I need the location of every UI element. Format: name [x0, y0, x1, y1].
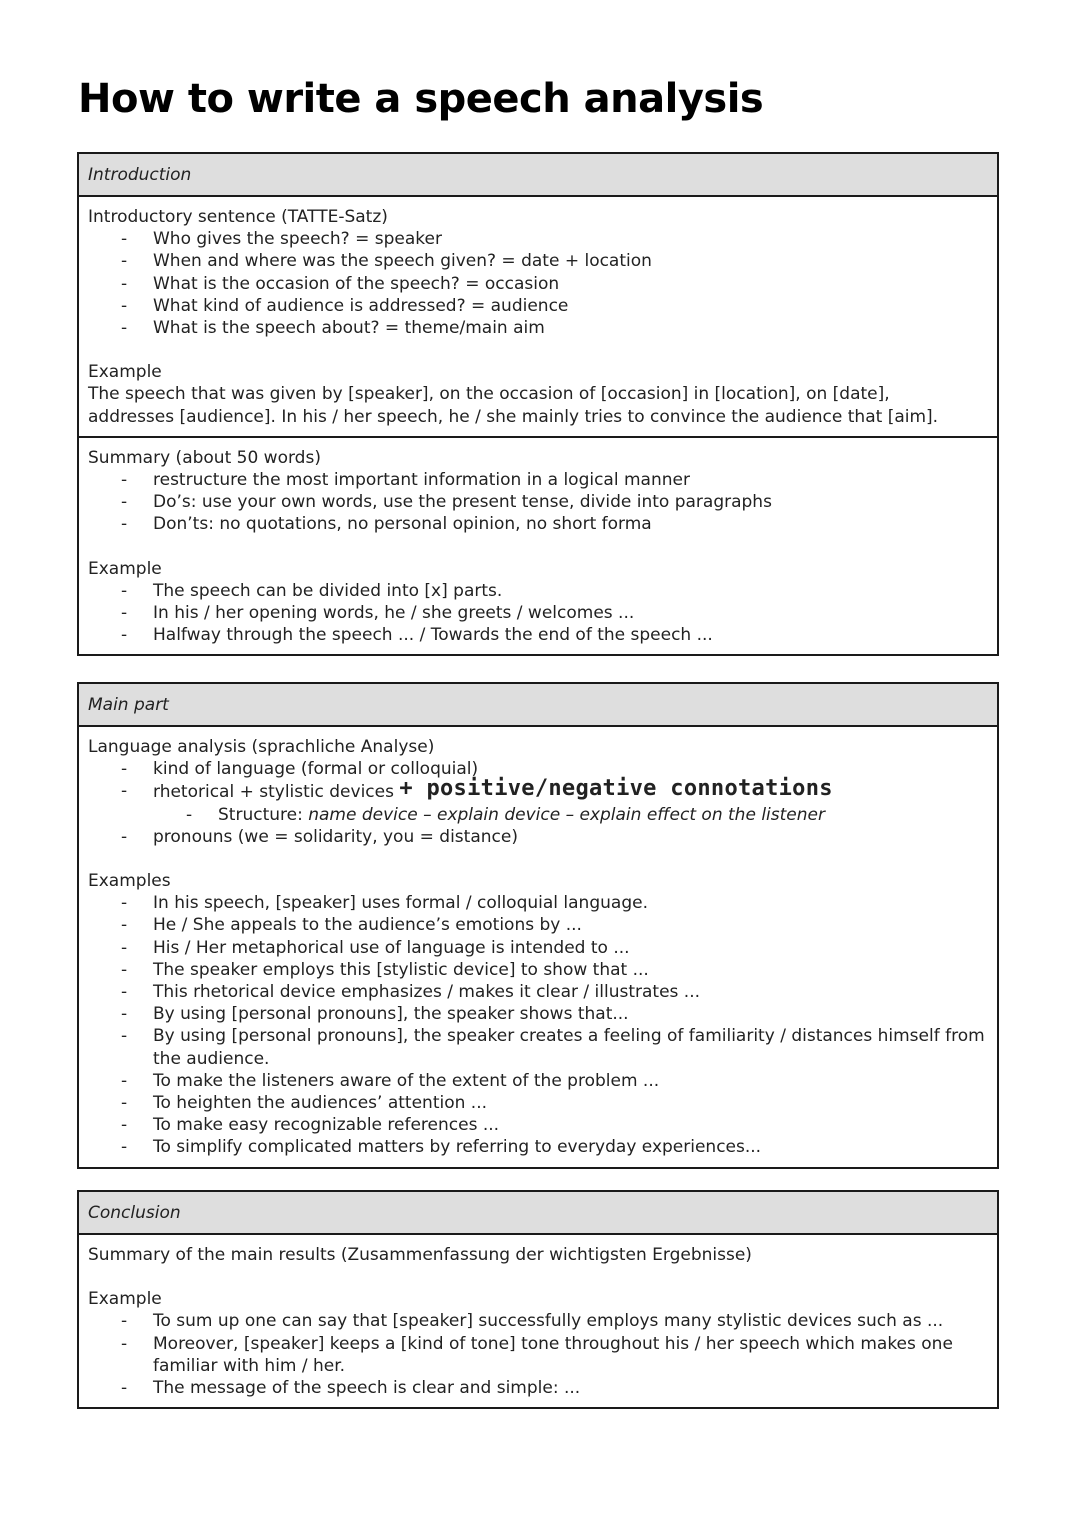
list-item: - Who gives the speech? = speaker	[153, 228, 988, 250]
examples-list	[88, 892, 988, 1158]
conclusion-heading: Conclusion	[79, 1192, 997, 1235]
structure-sublist	[153, 804, 988, 826]
tatte-cell	[79, 197, 997, 436]
tatte-example-line: The speech that was given by [speaker], on the occasion of [occasion] in [location], on [date],	[88, 384, 890, 405]
summary-list	[88, 469, 988, 536]
summary-cell	[79, 436, 997, 655]
rhetorical-devices-text: rhetorical + stylistic devices	[153, 782, 394, 803]
list-item: - What kind of audience is addressed? = audience	[153, 295, 988, 317]
list-item: - In his speech, [speaker] uses formal / colloquial language.	[153, 892, 988, 914]
list-item: - To make easy recognizable references ...	[153, 1114, 988, 1136]
conclusion-example-label: Example	[88, 1289, 162, 1310]
list-item: - To sum up one can say that [speaker] successfully employs many stylistic devices such as ...	[153, 1310, 988, 1332]
page-title: How to write a speech analysis	[78, 76, 764, 122]
language-analysis-label: Language analysis (sprachliche Analyse)	[88, 737, 435, 757]
list-item: - To make the listeners aware of the extent of the problem ...	[153, 1070, 988, 1092]
list-item: - Don’ts: no quotations, no personal opinion, no short forma	[153, 513, 988, 535]
examples-label: Examples	[88, 871, 171, 892]
structure-prefix: Structure:	[218, 804, 309, 825]
list-item	[153, 776, 988, 825]
handwritten-note: + positive/negative connotations	[399, 776, 833, 802]
summary-label: Summary (about 50 words)	[88, 447, 321, 468]
conclusion-label: Summary of the main results (Zusammenfassung der wichtigsten Ergebnisse)	[88, 1245, 752, 1265]
language-analysis-list	[88, 758, 988, 848]
list-item: - When and where was the speech given? = date + location	[153, 250, 988, 272]
main-part-section	[77, 682, 999, 1169]
summary-example-list	[88, 580, 988, 647]
conclusion-section	[77, 1190, 999, 1409]
list-item: - kind of language (formal or colloquial)	[153, 758, 988, 780]
list-item: - The message of the speech is clear and simple: ...	[153, 1377, 988, 1399]
introduction-section	[77, 152, 999, 656]
list-item: - By using [personal pronouns], the speaker creates a feeling of familiarity / distances himself from the audience.	[153, 1025, 988, 1069]
list-item: - In his / her opening words, he / she greets / welcomes ...	[153, 602, 988, 624]
tatte-label: Introductory sentence (TATTE-Satz)	[88, 207, 388, 227]
list-item: - restructure the most important information in a logical manner	[153, 469, 988, 491]
list-item: - By using [personal pronouns], the speaker shows that...	[153, 1003, 988, 1025]
list-item: - pronouns (we = solidarity, you = distance)	[153, 826, 988, 848]
structure-steps: name device – explain device – explain effect on the listener	[308, 804, 825, 825]
conclusion-cell	[79, 1235, 997, 1407]
tatte-example-line: addresses [audience]. In his / her speech, he / she mainly tries to convince the audience that [aim].	[88, 406, 939, 427]
list-item: - His / Her metaphorical use of language is intended to ...	[153, 937, 988, 959]
list-item: - Halfway through the speech ... / Towards the end of the speech ...	[153, 624, 988, 646]
introduction-heading: Introduction	[79, 154, 997, 197]
list-item: - To heighten the audiences’ attention ...	[153, 1092, 988, 1114]
main-part-heading: Main part	[79, 684, 997, 727]
list-item: - The speech can be divided into [x] parts.	[153, 580, 988, 602]
conclusion-example-list	[88, 1310, 988, 1399]
list-item: - Do’s: use your own words, use the present tense, divide into paragraphs	[153, 491, 988, 513]
list-item: - What is the speech about? = theme/main aim	[153, 317, 988, 339]
list-item: - What is the occasion of the speech? = occasion	[153, 273, 988, 295]
tatte-list	[88, 228, 988, 339]
list-item: - This rhetorical device emphasizes / makes it clear / illustrates ...	[153, 981, 988, 1003]
list-item: - To simplify complicated matters by referring to everyday experiences...	[153, 1136, 988, 1158]
language-analysis-cell	[79, 727, 997, 1167]
list-item: - Moreover, [speaker] keeps a [kind of tone] tone throughout his / her speech which makes one familiar with him / her.	[153, 1333, 988, 1377]
list-item	[218, 804, 988, 826]
tatte-example-label: Example	[88, 362, 162, 383]
summary-example-label: Example	[88, 558, 162, 579]
list-item: - He / She appeals to the audience’s emotions by ...	[153, 914, 988, 936]
list-item: - The speaker employs this [stylistic device] to show that ...	[153, 959, 988, 981]
